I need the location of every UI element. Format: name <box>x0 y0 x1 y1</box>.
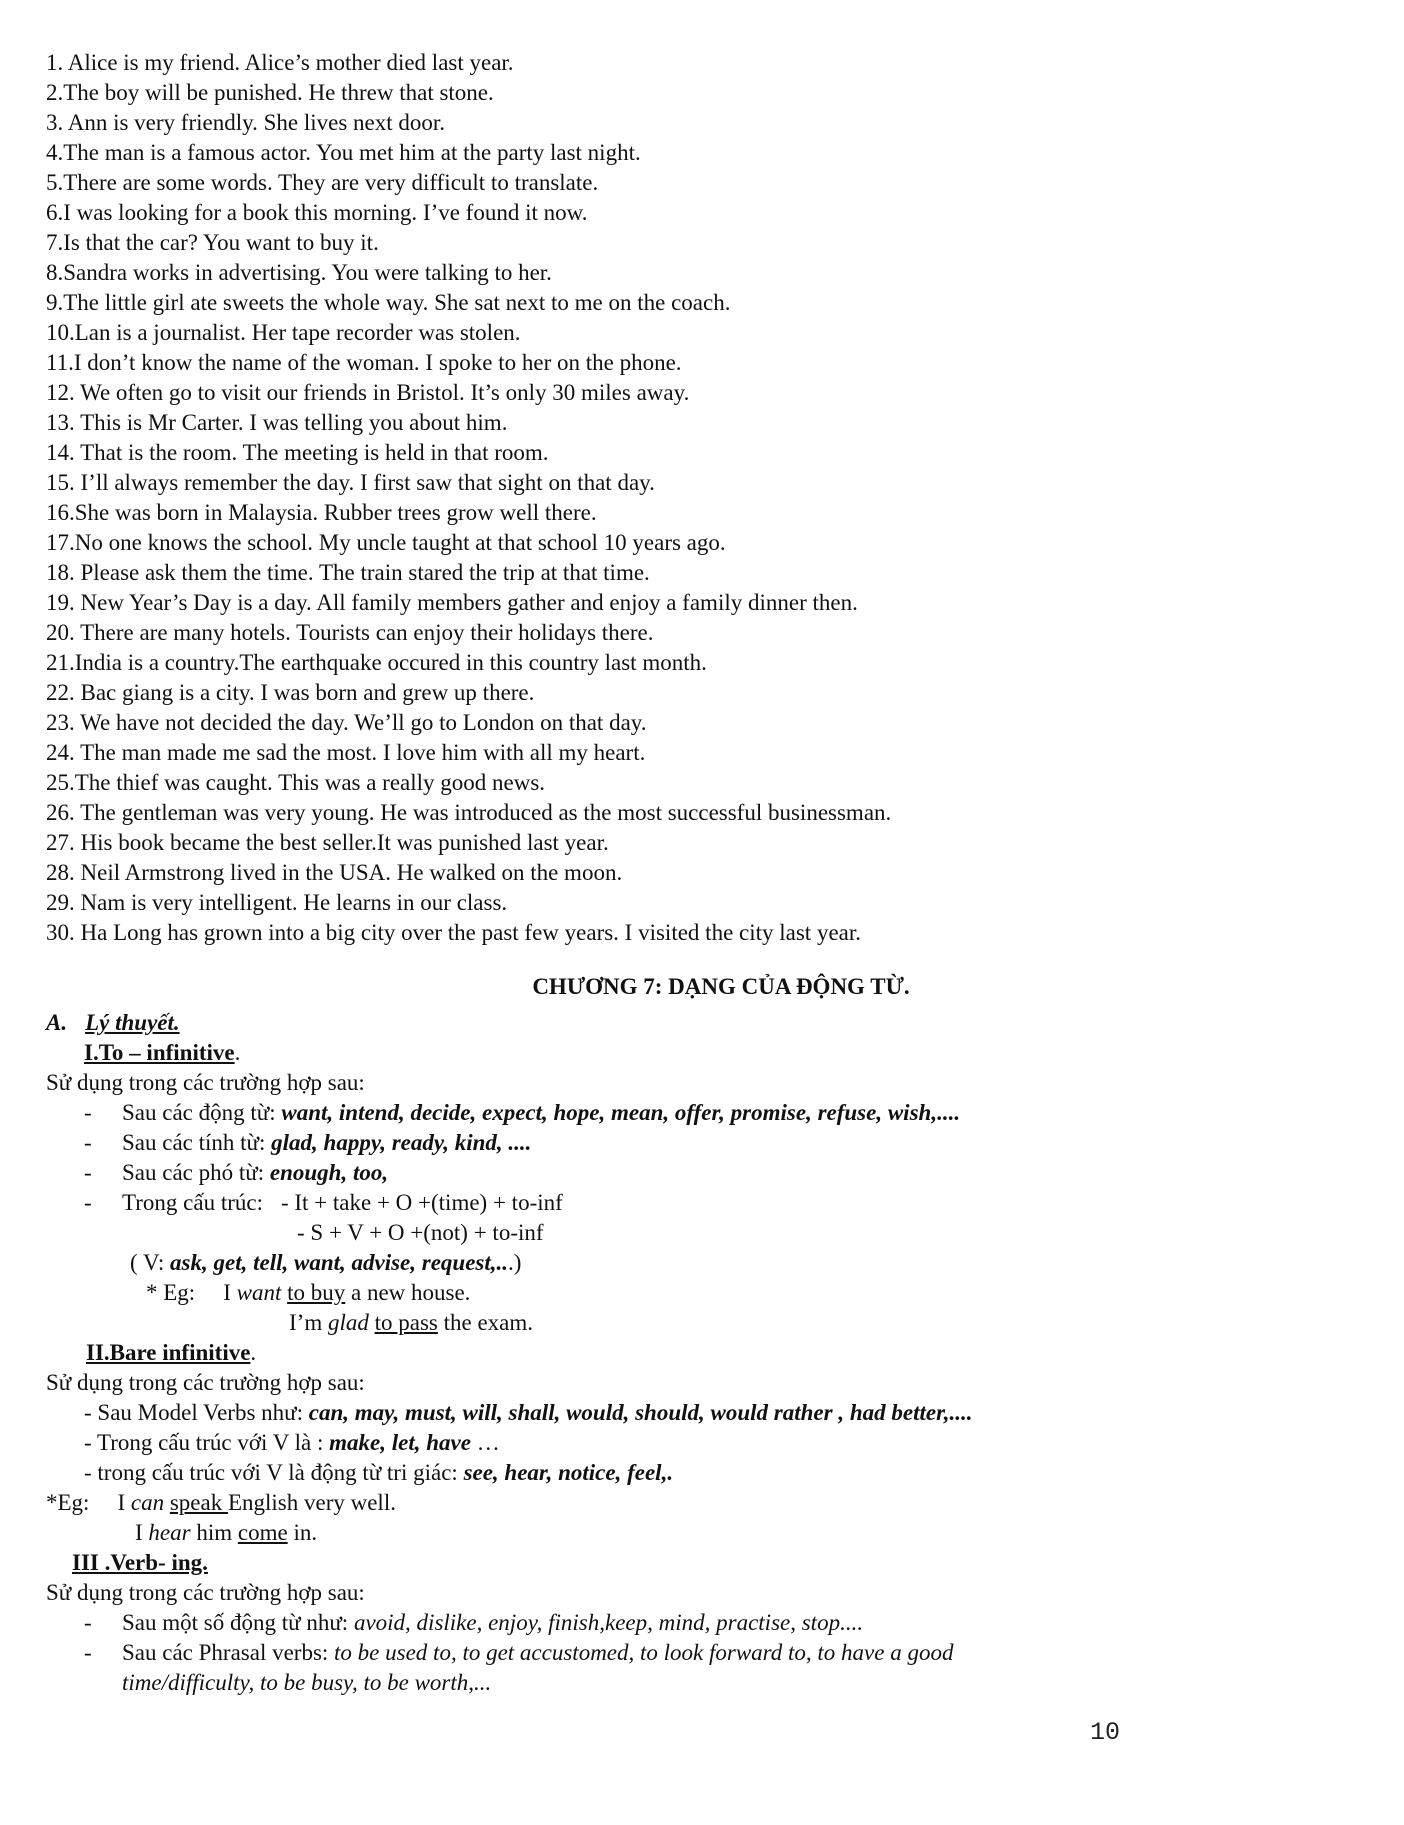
item-label: Sau các động từ: <box>122 1100 282 1125</box>
example-label: * Eg: <box>146 1280 196 1305</box>
exercise-item: 5.There are some words. They are very difficult to translate. <box>46 170 599 195</box>
exercise-item: 22. Bac giang is a city. I was born and grew up there. <box>46 680 535 705</box>
exercise-item: 2.The boy will be punished. He threw that stone. <box>46 80 494 105</box>
usage-intro: Sử dụng trong các trường hợp sau: <box>46 1370 365 1395</box>
example-text: the exam. <box>437 1310 534 1335</box>
exercise-item: 24. The man made me sad the most. I love him with all my heart. <box>46 740 646 765</box>
exercise-item: 9.The little girl ate sweets the whole way. She sat next to me on the coach. <box>46 290 731 315</box>
bare-infinitive-heading <box>46 1338 1346 1368</box>
v-note <box>46 1248 1346 1278</box>
section-title: Lý thuyết. <box>85 1010 180 1035</box>
exercise-item: 15. I’ll always remember the day. I first saw that sight on that day. <box>46 470 655 495</box>
example-modal: can <box>130 1490 165 1515</box>
bare-inf-example-2 <box>46 1518 1346 1548</box>
exercise-item: 25.The thief was caught. This was a really good news. <box>46 770 546 795</box>
item-label: - Sau Model Verbs như: <box>84 1400 309 1425</box>
exercise-item: 14. That is the room. The meeting is held in that room. <box>46 440 549 465</box>
exercise-item: 10.Lan is a journalist. Her tape recorder was stolen. <box>46 320 521 345</box>
item-keywords: make, let, have <box>329 1430 471 1455</box>
example-text: I <box>135 1520 149 1545</box>
bare-inf-make-item <box>46 1428 1346 1458</box>
exercise-item: 23. We have not decided the day. We’ll go to London on that day. <box>46 710 647 735</box>
to-inf-example-2 <box>46 1308 1346 1338</box>
exercise-item: 18. Please ask them the time. The train stared the trip at that time. <box>46 560 650 585</box>
exercise-item: 30. Ha Long has grown into a big city over the past few years. I visited the city last year. <box>46 920 862 945</box>
item-keywords: see, hear, notice, feel,. <box>463 1460 674 1485</box>
chapter-title: CHƯƠNG 7: DẠNG CỦA ĐỘNG TỪ. <box>532 974 910 999</box>
section-a-heading <box>46 1008 1346 1038</box>
to-inf-adverbs-item <box>46 1158 1346 1188</box>
example-text: in. <box>287 1520 318 1545</box>
example-target: to pass <box>374 1310 438 1335</box>
item-label: Sau các Phrasal verbs: <box>122 1640 335 1665</box>
note-close: .) <box>508 1250 522 1275</box>
verb-ing-heading <box>46 1548 1346 1578</box>
example-text: I’m <box>289 1310 328 1335</box>
exercise-item: 27. His book became the best seller.It was punished last year. <box>46 830 609 855</box>
structure-formula-2: - S + V + O +(not) + to-inf <box>297 1220 544 1245</box>
item-label: Sau các tính từ: <box>122 1130 272 1155</box>
example-verb: hear <box>148 1520 191 1545</box>
item-keywords: enough, too, <box>269 1160 389 1185</box>
exercise-item: 17.No one knows the school. My uncle taught at that school 10 years ago. <box>46 530 726 555</box>
example-target: speak <box>169 1490 228 1515</box>
note-open: ( V: <box>130 1250 171 1275</box>
exercise-list <box>46 48 1346 948</box>
to-infinitive-heading <box>46 1038 1346 1068</box>
bare-inf-perception-item <box>46 1458 1346 1488</box>
bare-infinitive-title: II.Bare infinitive <box>86 1340 251 1365</box>
exercise-item: 3. Ann is very friendly. She lives next door. <box>46 110 446 135</box>
exercise-item: 13. This is Mr Carter. I was telling you about him. <box>46 410 508 435</box>
example-verb: want <box>236 1280 282 1305</box>
exercise-item: 20. There are many hotels. Tourists can enjoy their holidays there. <box>46 620 654 645</box>
note-verbs: ask, get, tell, want, advise, request,.. <box>170 1250 509 1275</box>
item-keywords: can, may, must, will, shall, would, should, would rather , had better,.... <box>308 1400 973 1425</box>
item-keywords: want, intend, decide, expect, hope, mean, offer, promise, refuse, wish,.... <box>281 1100 961 1125</box>
verb-ing-verbs-item <box>46 1608 1346 1638</box>
heading-period: . <box>250 1340 257 1365</box>
exercise-item: 8.Sandra works in advertising. You were talking to her. <box>46 260 552 285</box>
item-label: - trong cấu trúc với V là động từ tri giác: <box>84 1460 464 1485</box>
verb-ing-phrasal-item <box>46 1638 1346 1668</box>
exercise-item: 29. Nam is very intelligent. He learns in our class. <box>46 890 508 915</box>
exercise-item: 21.India is a country.The earthquake occured in this country last month. <box>46 650 707 675</box>
item-label: - Trong cấu trúc với V là : <box>84 1430 330 1455</box>
exercise-item: 11.I don’t know the name of the woman. I spoke to her on the phone. <box>46 350 682 375</box>
bare-inf-example-1 <box>46 1488 1346 1518</box>
theory-section <box>46 972 1346 1698</box>
item-ellipsis: … <box>470 1430 500 1455</box>
usage-intro: Sử dụng trong các trường hợp sau: <box>46 1580 365 1605</box>
section-letter: A. <box>46 1010 68 1035</box>
example-text: him <box>190 1520 238 1545</box>
to-infinitive-title: I.To – infinitive <box>84 1040 235 1065</box>
example-text: English very well. <box>227 1490 396 1515</box>
heading-period: . <box>234 1040 241 1065</box>
to-inf-verbs-item <box>46 1098 1346 1128</box>
example-target: to buy <box>287 1280 346 1305</box>
example-label: *Eg: <box>46 1490 90 1515</box>
exercise-item: 7.Is that the car? You want to buy it. <box>46 230 379 255</box>
example-text: I <box>117 1490 131 1515</box>
to-inf-example-1 <box>46 1278 1346 1308</box>
exercise-item: 6.I was looking for a book this morning. I’ve found it now. <box>46 200 588 225</box>
page-number: 10 <box>1090 1718 1121 1747</box>
item-label: Trong cấu trúc: <box>122 1190 263 1215</box>
exercise-item: 4.The man is a famous actor. You met him at the party last night. <box>46 140 641 165</box>
example-target: come <box>237 1520 288 1545</box>
item-keywords: time/difficulty, to be busy, to be worth,... <box>122 1670 492 1695</box>
item-label: Sau các phó từ: <box>122 1160 270 1185</box>
example-adjective: glad <box>327 1310 369 1335</box>
item-keywords: avoid, dislike, enjoy, finish,keep, mind, practise, stop.... <box>353 1610 864 1635</box>
item-label: Sau một số động từ như: <box>122 1610 354 1635</box>
item-keywords: to be used to, to get accustomed, to look forward to, to have a good <box>334 1640 954 1665</box>
exercise-item: 19. New Year’s Day is a day. All family members gather and enjoy a family dinner then. <box>46 590 858 615</box>
verb-ing-title: III .Verb- ing. <box>72 1550 208 1575</box>
exercise-item: 1. Alice is my friend. Alice’s mother died last year. <box>46 50 514 75</box>
exercise-item: 12. We often go to visit our friends in Bristol. It’s only 30 miles away. <box>46 380 690 405</box>
structure-formula: - It + take + O +(time) + to-inf <box>280 1190 563 1215</box>
exercise-item: 16.She was born in Malaysia. Rubber trees grow well there. <box>46 500 597 525</box>
to-inf-structure-item <box>46 1188 1346 1218</box>
to-inf-adjectives-item <box>46 1128 1346 1158</box>
item-keywords: glad, happy, ready, kind, .... <box>271 1130 532 1155</box>
example-text: I <box>223 1280 237 1305</box>
exercise-item: 26. The gentleman was very young. He was introduced as the most successful businessman. <box>46 800 892 825</box>
verb-ing-phrasal-continued <box>46 1668 1346 1698</box>
exercise-item: 28. Neil Armstrong lived in the USA. He walked on the moon. <box>46 860 623 885</box>
example-text: a new house. <box>345 1280 471 1305</box>
bare-inf-modals-item <box>46 1398 1346 1428</box>
usage-intro: Sử dụng trong các trường hợp sau: <box>46 1070 365 1095</box>
